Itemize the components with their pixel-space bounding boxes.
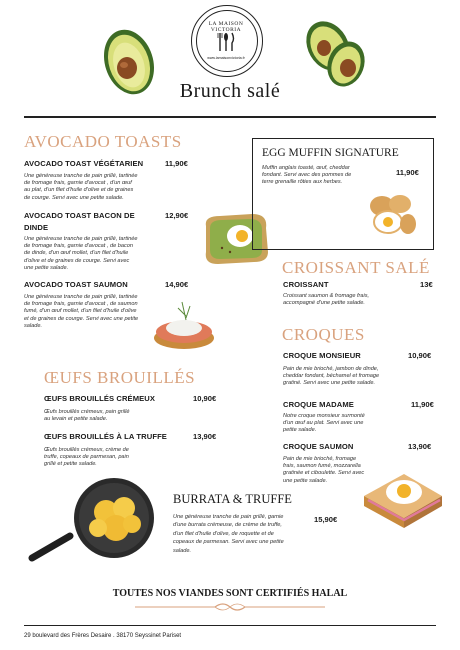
section-title-croissant: CROISSANT SALÉ [282,258,430,277]
section-title-burrata: BURRATA & TRUFFE [173,492,292,506]
item-price: 10,90€ [193,394,217,403]
section-title-egg-muffin: EGG MUFFIN SIGNATURE [262,147,399,159]
logo-name: LA MAISON VICTORIA [208,21,244,33]
item-description: Une généreuse tranche de pain grillé, tartinée de fromage frais, garnie d'avocat , d'un œuf au plat, d'un filet d'huile d'olive et de graines de courge. Servi avec une petite salade. [24,173,138,201]
item-description: Une généreuse tranche de pain grillé, tartinée de fromage frais, garnie d'avocat , de saumon fumé, d'un œuf mollet, d'un filet d'huile d'olive et de graines de courge. Servi avec une petite salade. [24,294,139,329]
item-description: Muffin anglais toasté, œuf, cheddar fondant. Servi avec des pommes de terre grenaille rôties aux herbes. [262,165,352,186]
item-price: 11,90€ [411,400,434,409]
item-description: Pain de mie brioché, fromage frais, saumon fumé, mozzarella gratinée et ciboulette. Servi avec une petite salade. [283,456,365,484]
footer-divider [24,625,436,626]
logo-website: www.lamaisonvictoria.fr [207,56,245,60]
item-name: CROISSANT [283,280,329,289]
item-name: AVOCADO TOAST VÉGÉTARIEN [24,159,144,168]
ornament-divider [135,600,325,614]
item-name: ŒUFS BROUILLÉS À LA TRUFFE [44,432,167,441]
salmon-toast-illustration [152,296,216,352]
item-price: 10,90€ [408,351,432,360]
item-price: 15,90€ [314,515,338,524]
croque-madame-illustration [356,466,446,536]
item-description: Une généreuse tranche de pain grillé, garnie d'une burrata crémeuse, de crème de truffe, d'un filet d'huile d'olive, de roquette et de copeaux de parmesan. Servi avec une petite salade. [173,514,284,554]
section-title-oeufs: ŒUFS BROUILLÉS [44,368,196,387]
item-name: AVOCADO TOAST SAUMON [24,280,128,289]
item-name: AVOCADO TOAST BACON DE DINDE [24,211,135,232]
header-divider [24,116,436,118]
cutlery-icon [214,30,238,54]
item-price: 13,90€ [408,442,432,451]
item-price: 11,90€ [396,168,419,177]
section-title-croques: CROQUES [282,325,365,344]
page-title: Brunch salé [179,80,281,102]
item-description: Notre croque monsieur surmonté d'un œuf au plat. Servi avec une petite salade. [283,413,365,434]
item-description: Croissant saumon & fromage frais, accompagné d'une petite salade. [283,293,370,307]
halal-notice: TOUTES NOS VIANDES SONT CERTIFIÉS HALAL [112,588,348,599]
item-name: CROQUE MONSIEUR [283,351,361,360]
item-price: 11,90€ [165,159,188,168]
item-price: 14,90€ [165,280,189,289]
item-description: Pain de mie brioché, jambon de dinde, cheddar fondant, béchamel et fromage gratiné. Servi avec une petite salade. [283,366,380,387]
egg-muffin-illustration [364,190,418,240]
item-name: CROQUE MADAME [283,400,354,409]
section-title-avocado-toasts: AVOCADO TOASTS [24,132,182,151]
item-description: Une généreuse tranche de pain grillé, tartinée de fromage frais, garnie d'avocat , de bacon de dinde, d'un œuf mollet, d'un filet d'huile d'olive et de graines de courge. Servi avec une petite salade. [24,236,138,271]
item-name: CROQUE SAUMON [283,442,354,451]
item-description: Œufs brouillés crémeux, pain grillé au levain et petite salade. [44,409,130,423]
item-price: 13,90€ [193,432,217,441]
scrambled-eggs-pan-illustration [28,472,160,570]
footer-address: 29 boulevard des Frères Desaire . 38170 Seyssinet Pariset [24,633,182,639]
item-price: 13€ [420,280,433,289]
item-name: ŒUFS BROUILLÉS CRÉMEUX [44,394,156,403]
item-price: 12,90€ [165,211,189,220]
item-description: Œufs brouillés crémeux, crème de truffe, copeaux de parmesan, pain grillé et petite salade. [44,447,129,468]
